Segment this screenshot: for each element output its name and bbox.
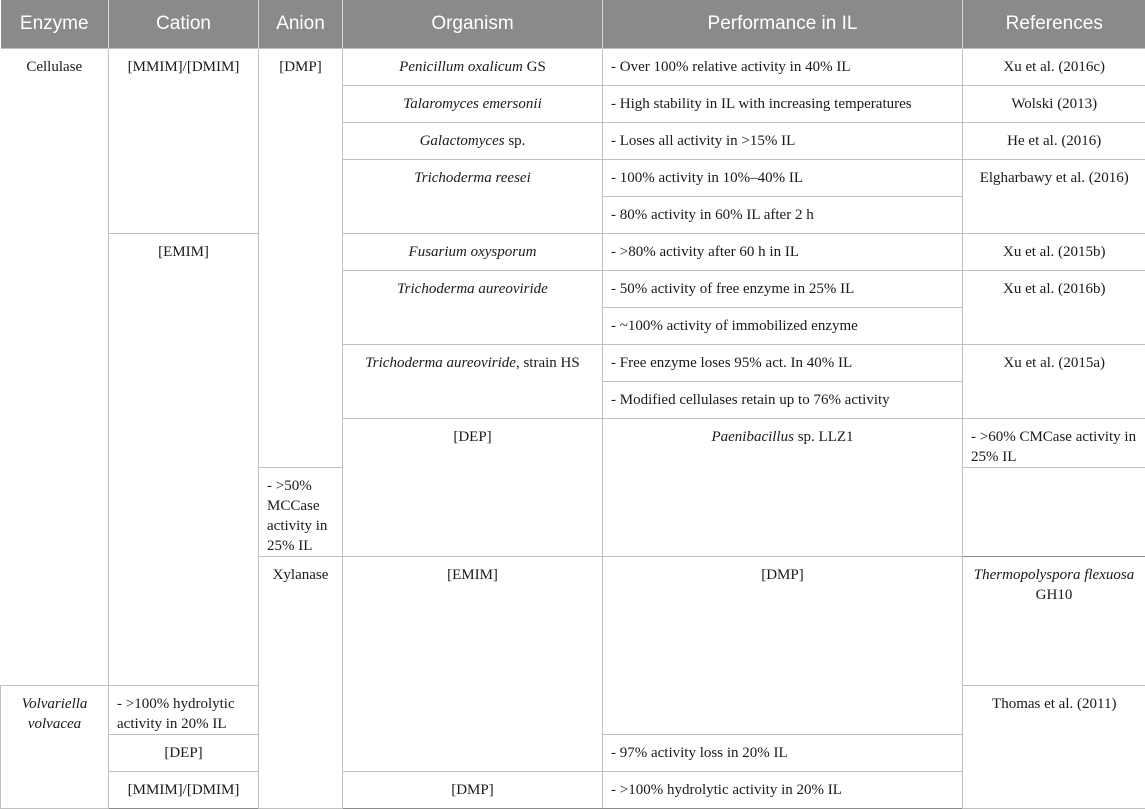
organism-name: Trichoderma reesei (414, 170, 531, 186)
cation-cell: [EMIM] (343, 557, 603, 772)
organism-suffix: GS (523, 59, 546, 75)
organism-name: Trichoderma aureoviride (365, 355, 516, 371)
organism-cell (343, 234, 603, 271)
anion-cell: [DMP] (259, 49, 343, 468)
organism-cell (963, 557, 1145, 686)
organism-cell (343, 49, 603, 86)
organism-name: Trichoderma aureoviride (397, 281, 548, 297)
table-row (1, 234, 1145, 271)
organism-name: Volvariella volvacea (22, 696, 88, 732)
reference-cell: Thomas et al. (2011) (963, 686, 1145, 809)
performance-cell: - Free enzyme loses 95% act. In 40% IL (603, 345, 963, 382)
organism-name: Fusarium oxysporum (409, 244, 537, 260)
organism-cell (343, 123, 603, 160)
organism-cell (1, 686, 109, 809)
performance-cell: - >50% MCCase activity in 25% IL (259, 468, 343, 557)
header-row (1, 0, 1145, 49)
organism-suffix: sp. (505, 133, 526, 149)
organism-name: Thermopolyspora flexuosa (974, 567, 1134, 583)
header-organism: Organism (343, 0, 603, 49)
header-anion: Anion (259, 0, 343, 49)
performance-cell: - 100% activity in 10%–40% IL (603, 160, 963, 197)
cation-cell: [MMIM]/[DMIM] (109, 772, 259, 809)
organism-name: Paenibacillus (711, 429, 794, 445)
cation-cell: [MMIM]/[DMIM] (109, 49, 259, 234)
reference-cell: Xu et al. (2015a) (963, 345, 1145, 419)
header-references: References (963, 0, 1145, 49)
performance-cell: - Modified cellulases retain up to 76% activity (603, 382, 963, 419)
reference-cell: Elgharbawy et al. (2016) (963, 160, 1145, 234)
performance-cell: - High stability in IL with increasing temperatures (603, 86, 963, 123)
table-header (1, 0, 1145, 49)
organism-suffix: sp. LLZ1 (794, 429, 854, 445)
anion-cell: [DEP] (109, 735, 259, 772)
performance-cell: - 97% activity loss in 20% IL (603, 735, 963, 772)
reference-cell: He et al. (2016) (963, 123, 1145, 160)
performance-cell: - Over 100% relative activity in 40% IL (603, 49, 963, 86)
organism-cell (343, 271, 603, 345)
reference-cell: Wolski (2013) (963, 86, 1145, 123)
header-performance: Performance in IL (603, 0, 963, 49)
organism-name: Talaromyces emersonii (403, 96, 541, 112)
organism-cell (603, 419, 963, 557)
organism-suffix: GH10 (1036, 587, 1073, 603)
organism-cell (343, 345, 603, 419)
header-cation: Cation (109, 0, 259, 49)
performance-cell: - 50% activity of free enzyme in 25% IL (603, 271, 963, 308)
reference-cell: Xu et al. (2016b) (963, 271, 1145, 345)
enzyme-cell: Cellulase (1, 49, 109, 686)
organism-name: Galactomyces (420, 133, 505, 149)
performance-cell: - ~100% activity of immobilized enzyme (603, 308, 963, 345)
table-body (1, 49, 1145, 809)
performance-cell: - 80% activity in 60% IL after 2 h (603, 197, 963, 234)
anion-cell: [DEP] (343, 419, 603, 557)
cation-cell: [EMIM] (109, 234, 259, 686)
enzyme-cell: Xylanase (259, 557, 343, 809)
performance-cell: - >100% hydrolytic activity in 20% IL (109, 686, 259, 735)
reference-cell: Xu et al. (2016c) (963, 49, 1145, 86)
organism-name: Penicillum oxalicum (399, 59, 523, 75)
performance-cell: - Loses all activity in >15% IL (603, 123, 963, 160)
anion-cell: [DMP] (603, 557, 963, 735)
table-row (1, 49, 1145, 86)
performance-cell: - >60% CMCase activity in 25% IL (963, 419, 1145, 468)
performance-cell: - >100% hydrolytic activity in 20% IL (603, 772, 963, 809)
organism-cell (343, 160, 603, 234)
organism-suffix: , strain HS (516, 355, 580, 371)
reference-cell: Xu et al. (2015b) (963, 234, 1145, 271)
performance-cell: - >80% activity after 60 h in IL (603, 234, 963, 271)
header-enzyme: Enzyme (1, 0, 109, 49)
organism-cell (343, 86, 603, 123)
anion-cell: [DMP] (343, 772, 603, 809)
